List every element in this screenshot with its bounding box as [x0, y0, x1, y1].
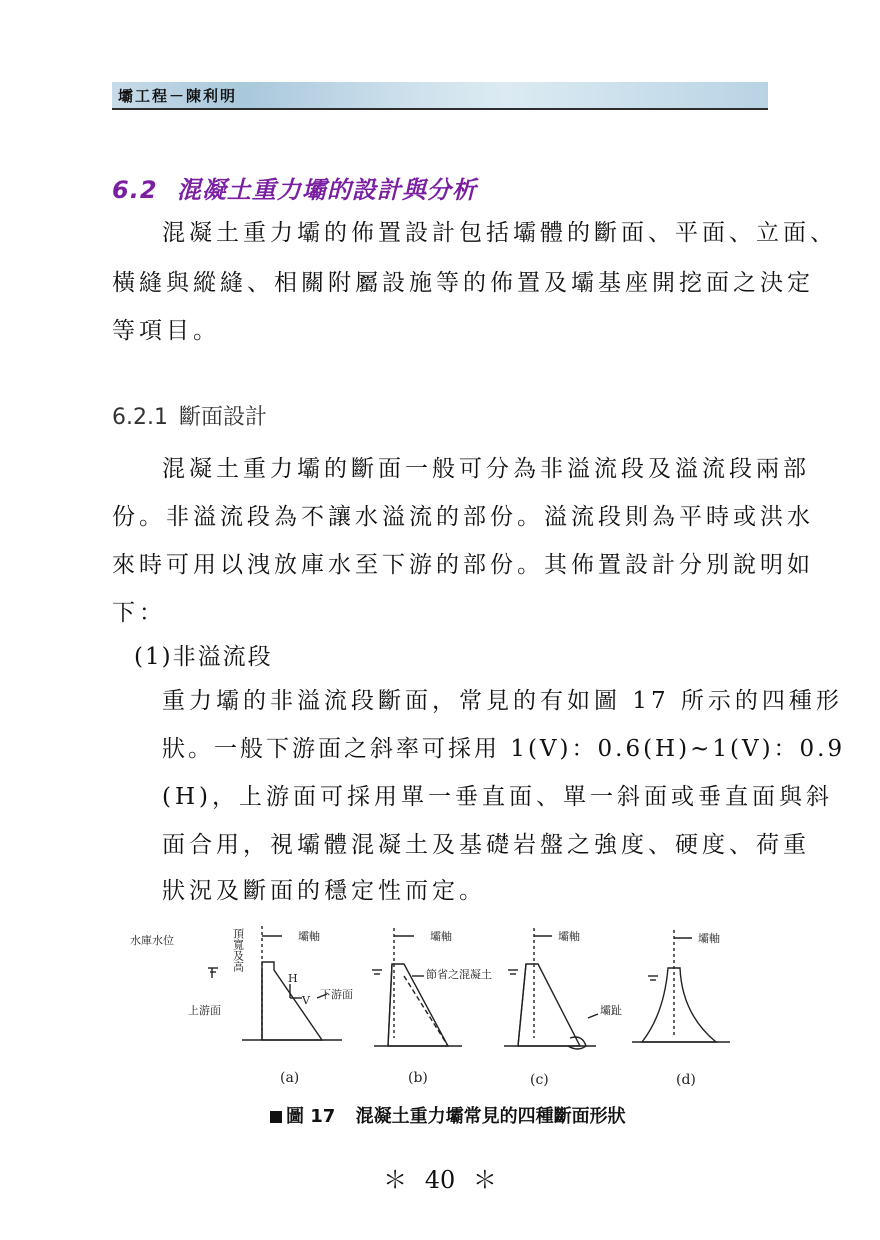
caption-marker [270, 1111, 282, 1123]
label-dam-axis-b: 壩軸 [430, 930, 452, 943]
list-item-line: 重力壩的非溢流段斷面，常見的有如圖 17 所示的四種形 [162, 688, 843, 714]
label-upstream-face: 上游面 [188, 1004, 221, 1017]
page-number: 40 [424, 1166, 456, 1194]
list-item-line: 狀。一般下游面之斜率可採用 1(V)：0.6(H)~1(V)：0.9 [162, 736, 846, 762]
page-footer [0, 1160, 880, 1195]
list-item-line: 狀況及斷面的穩定性而定。 [162, 878, 486, 904]
label-saved-concrete: 節省之混凝土 [426, 968, 492, 981]
star-left: ＊ [383, 1166, 408, 1194]
sub-label-c: (c) [530, 1072, 549, 1088]
label-crest: 頂寬及高 [231, 928, 245, 972]
label-dam-toe: 壩趾 [600, 1004, 622, 1017]
caption-prefix: 圖 17 [286, 1106, 336, 1127]
running-header [112, 82, 768, 110]
paragraph-line: 來時可用以洩放庫水至下游的部份。其佈置設計分別說明如 [112, 552, 814, 578]
label-reservoir-level: 水庫水位 [130, 934, 174, 947]
section-title: 混凝土重力壩的設計與分析 [176, 176, 477, 204]
label-v: V [302, 994, 310, 1007]
sub-label-d: (d) [676, 1072, 696, 1088]
dam-section-figure [112, 918, 768, 1098]
star-right: ＊ [472, 1166, 497, 1194]
header-title: 壩工程－陳利明 [118, 87, 238, 105]
figure-caption [270, 1102, 626, 1128]
subsection-number: 6.2.1 [112, 405, 168, 430]
section-a-diagram [208, 926, 342, 1040]
label-dam-axis-a: 壩軸 [298, 930, 320, 943]
section-d-diagram [632, 930, 730, 1042]
label-downstream-face: 下游面 [320, 988, 353, 1001]
sub-label-b: (b) [408, 1070, 428, 1086]
section-number: 6.2 [112, 176, 158, 204]
caption-text: 混凝土重力壩常見的四種斷面形狀 [355, 1106, 626, 1127]
intro-line: 橫縫與縱縫、相關附屬設施等的佈置及壩基座開挖面之決定 [112, 270, 814, 296]
intro-line: 混凝土重力壩的佈置設計包括壩體的斷面、平面、立面、 [162, 220, 837, 246]
list-item-line: 面合用，視壩體混凝土及基礎岩盤之強度、硬度、荷重 [162, 832, 810, 858]
label-h: H [288, 972, 298, 985]
sub-label-a: (a) [280, 1070, 300, 1086]
list-item-line: (H)，上游面可採用單一垂直面、單一斜面或垂直面與斜 [162, 784, 834, 810]
label-dam-axis-c: 壩軸 [558, 930, 580, 943]
section-b-diagram [372, 928, 462, 1046]
list-item-label: (1)非溢流段 [134, 644, 273, 670]
subsection-heading [112, 400, 267, 431]
section-heading [112, 170, 477, 205]
paragraph-line: 下： [112, 600, 166, 626]
label-dam-axis-d: 壩軸 [698, 932, 720, 945]
paragraph-line: 混凝土重力壩的斷面一般可分為非溢流段及溢流段兩部 [162, 456, 810, 482]
section-c-diagram [504, 928, 598, 1049]
paragraph-line: 份。非溢流段為不讓水溢流的部份。溢流段則為平時或洪水 [112, 504, 814, 530]
subsection-title: 斷面設計 [178, 405, 267, 430]
intro-line: 等項目。 [112, 318, 220, 344]
